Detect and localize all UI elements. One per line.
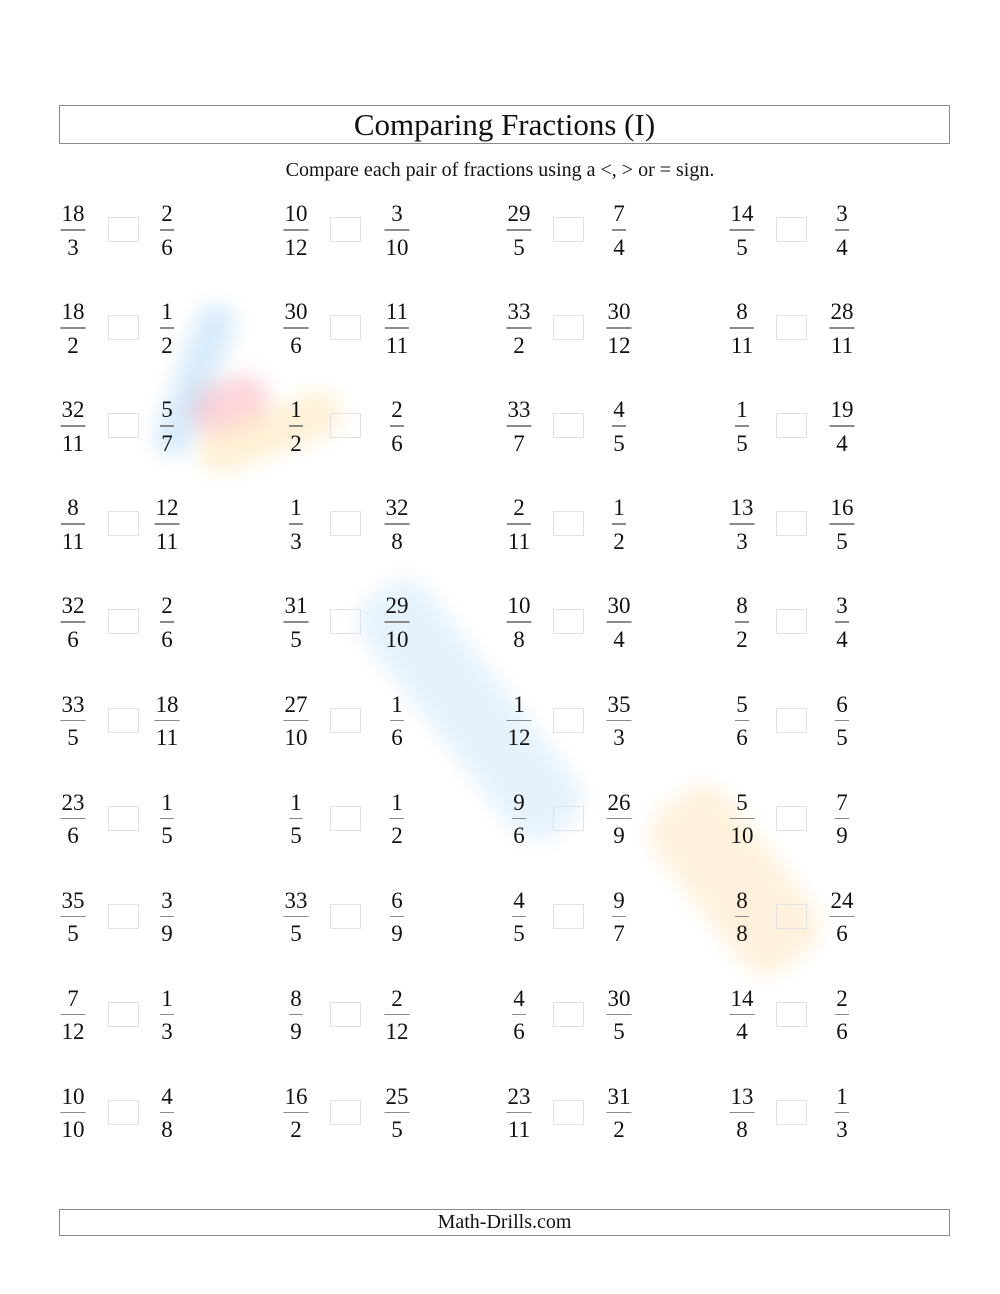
comparison-problem [0, 198, 1000, 268]
numerator: 2 [161, 201, 173, 226]
numerator: 27 [284, 691, 308, 717]
denominator: 6 [391, 430, 403, 456]
denominator: 6 [67, 626, 79, 652]
numerator: 3 [836, 593, 848, 619]
right-fraction [835, 590, 849, 651]
numerator: 8 [736, 887, 748, 913]
left-fraction [735, 590, 749, 651]
numerator: 4 [613, 397, 625, 423]
numerator: 2 [391, 985, 403, 1011]
numerator: 3 [161, 887, 173, 913]
numerator: 1 [391, 691, 403, 717]
denominator: 6 [836, 1019, 848, 1045]
right-fraction [835, 983, 849, 1044]
numerator: 30 [607, 985, 631, 1011]
denominator: 4 [836, 626, 848, 652]
numerator: 33 [507, 299, 531, 325]
numerator: 10 [61, 1083, 85, 1109]
answer-box[interactable] [776, 904, 807, 929]
denominator: 8 [736, 1117, 748, 1143]
denominator: 8 [513, 626, 525, 652]
numerator: 1 [513, 691, 525, 717]
denominator: 2 [290, 430, 302, 456]
denominator: 10 [284, 725, 308, 750]
denominator: 5 [67, 921, 79, 947]
right-fraction [830, 394, 855, 455]
left-fraction [730, 492, 755, 553]
denominator: 5 [290, 823, 302, 849]
fraction-bar [730, 523, 755, 525]
denominator: 8 [161, 1117, 173, 1143]
answer-box[interactable] [776, 609, 807, 634]
numerator: 7 [613, 201, 625, 226]
denominator: 12 [385, 1019, 409, 1045]
numerator: 24 [830, 887, 854, 913]
denominator: 5 [513, 234, 525, 260]
denominator: 5 [290, 626, 302, 652]
numerator: 12 [155, 495, 179, 521]
numerator: 30 [607, 593, 631, 619]
denominator: 6 [736, 725, 748, 750]
numerator: 13 [730, 495, 754, 521]
fraction-bar [735, 720, 749, 722]
numerator: 1 [290, 397, 302, 423]
denominator: 11 [61, 528, 85, 554]
comparison-problem [0, 590, 1000, 660]
numerator: 19 [830, 397, 854, 423]
denominator: 5 [67, 725, 79, 750]
denominator: 12 [507, 725, 531, 750]
denominator: 5 [613, 1019, 625, 1045]
numerator: 14 [730, 201, 754, 226]
denominator: 3 [290, 528, 302, 554]
denominator: 9 [836, 823, 848, 849]
numerator: 1 [290, 495, 302, 521]
numerator: 1 [161, 789, 173, 815]
numerator: 30 [284, 299, 308, 325]
right-fraction [835, 1081, 849, 1142]
fraction-bar [730, 1014, 755, 1016]
denominator: 2 [513, 332, 525, 358]
denominator: 6 [161, 234, 173, 260]
answer-box[interactable] [776, 413, 807, 438]
denominator: 10 [730, 823, 754, 849]
denominator: 5 [836, 725, 848, 750]
denominator: 6 [836, 921, 848, 947]
fraction-bar [835, 1014, 849, 1016]
denominator: 6 [391, 725, 403, 750]
numerator: 8 [290, 985, 302, 1011]
comparison-problem [0, 787, 1000, 857]
numerator: 1 [290, 789, 302, 815]
denominator: 6 [161, 626, 173, 652]
fraction-bar [830, 916, 855, 918]
right-fraction [835, 198, 849, 259]
denominator: 8 [736, 921, 748, 947]
numerator: 30 [607, 299, 631, 325]
denominator: 4 [836, 430, 848, 456]
denominator: 2 [613, 528, 625, 554]
comparison-problem [0, 983, 1000, 1053]
comparison-problem [0, 885, 1000, 955]
numerator: 31 [284, 593, 308, 619]
numerator: 32 [61, 593, 85, 619]
numerator: 1 [836, 1083, 848, 1109]
worksheet-instructions: Compare each pair of fractions using a <, > or = sign. [285, 159, 715, 181]
denominator: 10 [385, 234, 409, 260]
right-fraction [830, 296, 855, 357]
denominator: 2 [736, 626, 748, 652]
denominator: 5 [161, 823, 173, 849]
numerator: 29 [385, 593, 409, 619]
left-fraction [730, 983, 755, 1044]
numerator: 33 [507, 397, 531, 423]
numerator: 2 [391, 397, 403, 423]
numerator: 4 [513, 985, 525, 1011]
numerator: 32 [385, 495, 409, 521]
denominator: 9 [613, 823, 625, 849]
denominator: 5 [391, 1117, 403, 1143]
numerator: 1 [161, 985, 173, 1011]
left-fraction [730, 787, 755, 848]
denominator: 5 [513, 921, 525, 947]
denominator: 2 [290, 1117, 302, 1143]
numerator: 1 [736, 397, 748, 423]
comparison-problem [0, 1081, 1000, 1151]
denominator: 7 [161, 430, 173, 456]
left-fraction [735, 885, 749, 946]
denominator: 11 [507, 528, 531, 554]
left-fraction [730, 198, 755, 259]
fraction-bar [735, 621, 749, 623]
numerator: 26 [607, 789, 631, 815]
numerator: 8 [736, 593, 748, 619]
right-fraction [835, 689, 849, 750]
numerator: 14 [730, 985, 754, 1011]
fraction-bar [830, 425, 855, 427]
denominator: 7 [513, 430, 525, 456]
numerator: 6 [836, 691, 848, 717]
denominator: 10 [61, 1117, 85, 1143]
denominator: 6 [513, 1019, 525, 1045]
fraction-bar [730, 1112, 755, 1114]
left-fraction [735, 689, 749, 750]
denominator: 3 [613, 725, 625, 750]
denominator: 4 [613, 626, 625, 652]
fraction-bar [730, 818, 755, 820]
denominator: 4 [613, 234, 625, 260]
answer-box[interactable] [776, 806, 807, 831]
numerator: 4 [161, 1083, 173, 1109]
numerator: 8 [736, 299, 748, 325]
comparison-problem [0, 296, 1000, 366]
numerator: 9 [613, 887, 625, 913]
denominator: 4 [836, 234, 848, 260]
denominator: 9 [161, 921, 173, 947]
numerator: 5 [161, 397, 173, 423]
denominator: 11 [385, 332, 409, 358]
numerator: 9 [513, 789, 525, 815]
denominator: 5 [836, 528, 848, 554]
numerator: 32 [61, 397, 85, 423]
denominator: 7 [613, 921, 625, 947]
numerator: 13 [730, 1083, 754, 1109]
numerator: 5 [736, 789, 748, 815]
fraction-bar [835, 621, 849, 623]
fraction-bar [835, 1112, 849, 1114]
denominator: 10 [385, 626, 409, 652]
denominator: 3 [736, 528, 748, 554]
denominator: 12 [607, 332, 631, 358]
denominator: 11 [155, 725, 179, 750]
fraction-bar [830, 327, 855, 329]
answer-box[interactable] [776, 1002, 807, 1027]
numerator: 1 [613, 495, 625, 521]
answer-box[interactable] [776, 315, 807, 340]
numerator: 25 [385, 1083, 409, 1109]
denominator: 5 [736, 234, 748, 260]
left-fraction [730, 1081, 755, 1142]
fraction-bar [830, 523, 855, 525]
numerator: 4 [513, 887, 525, 913]
numerator: 2 [836, 985, 848, 1011]
numerator: 1 [161, 299, 173, 325]
answer-box[interactable] [776, 511, 807, 536]
numerator: 1 [391, 789, 403, 815]
numerator: 8 [67, 495, 79, 521]
denominator: 8 [391, 528, 403, 554]
denominator: 11 [155, 528, 179, 554]
numerator: 18 [61, 299, 85, 325]
numerator: 7 [836, 789, 848, 815]
numerator: 31 [607, 1083, 631, 1109]
comparison-problem [0, 689, 1000, 759]
denominator: 9 [391, 921, 403, 947]
left-fraction [730, 296, 754, 357]
comparison-problem [0, 492, 1000, 562]
denominator: 3 [836, 1117, 848, 1143]
denominator: 5 [613, 430, 625, 456]
numerator: 2 [161, 593, 173, 619]
numerator: 11 [385, 299, 409, 325]
denominator: 2 [391, 823, 403, 849]
numerator: 3 [836, 201, 848, 226]
numerator: 18 [155, 691, 179, 717]
fraction-bar [730, 327, 754, 329]
denominator: 9 [290, 1019, 302, 1045]
numerator: 7 [67, 985, 79, 1011]
numerator: 10 [507, 593, 531, 619]
numerator: 18 [61, 201, 85, 226]
numerator: 10 [284, 201, 308, 226]
numerator: 33 [61, 691, 85, 717]
fraction-bar [835, 229, 849, 231]
right-fraction [830, 492, 855, 553]
numerator: 28 [830, 299, 854, 325]
comparison-problem [0, 394, 1000, 464]
denominator: 3 [67, 234, 79, 260]
denominator: 5 [736, 430, 748, 456]
denominator: 5 [290, 921, 302, 947]
right-fraction [830, 885, 855, 946]
numerator: 35 [61, 887, 85, 913]
denominator: 6 [67, 823, 79, 849]
denominator: 11 [730, 332, 754, 358]
answer-box[interactable] [776, 1100, 807, 1125]
denominator: 11 [830, 332, 854, 358]
worksheet-title: Comparing Fractions (I) [59, 105, 950, 144]
numerator: 16 [284, 1083, 308, 1109]
fraction-bar [735, 425, 749, 427]
denominator: 12 [61, 1019, 85, 1045]
left-fraction [735, 394, 749, 455]
fraction-bar [835, 818, 849, 820]
denominator: 11 [61, 430, 85, 456]
answer-box[interactable] [776, 708, 807, 733]
numerator: 23 [61, 789, 85, 815]
right-fraction [835, 787, 849, 848]
denominator: 2 [613, 1117, 625, 1143]
fraction-bar [835, 720, 849, 722]
numerator: 16 [830, 495, 854, 521]
denominator: 2 [161, 332, 173, 358]
denominator: 11 [507, 1117, 531, 1143]
numerator: 2 [513, 495, 525, 521]
numerator: 29 [507, 201, 531, 226]
numerator: 5 [736, 691, 748, 717]
fraction-bar [735, 916, 749, 918]
denominator: 6 [513, 823, 525, 849]
denominator: 4 [736, 1019, 748, 1045]
numerator: 33 [284, 887, 308, 913]
denominator: 12 [284, 234, 308, 260]
numerator: 6 [391, 887, 403, 913]
numerator: 35 [607, 691, 631, 717]
denominator: 2 [67, 332, 79, 358]
footer-credit: Math-Drills.com [59, 1209, 950, 1236]
numerator: 3 [391, 201, 403, 226]
numerator: 23 [507, 1083, 531, 1109]
denominator: 3 [161, 1019, 173, 1045]
answer-box[interactable] [776, 217, 807, 242]
fraction-bar [730, 229, 755, 231]
denominator: 6 [290, 332, 302, 358]
